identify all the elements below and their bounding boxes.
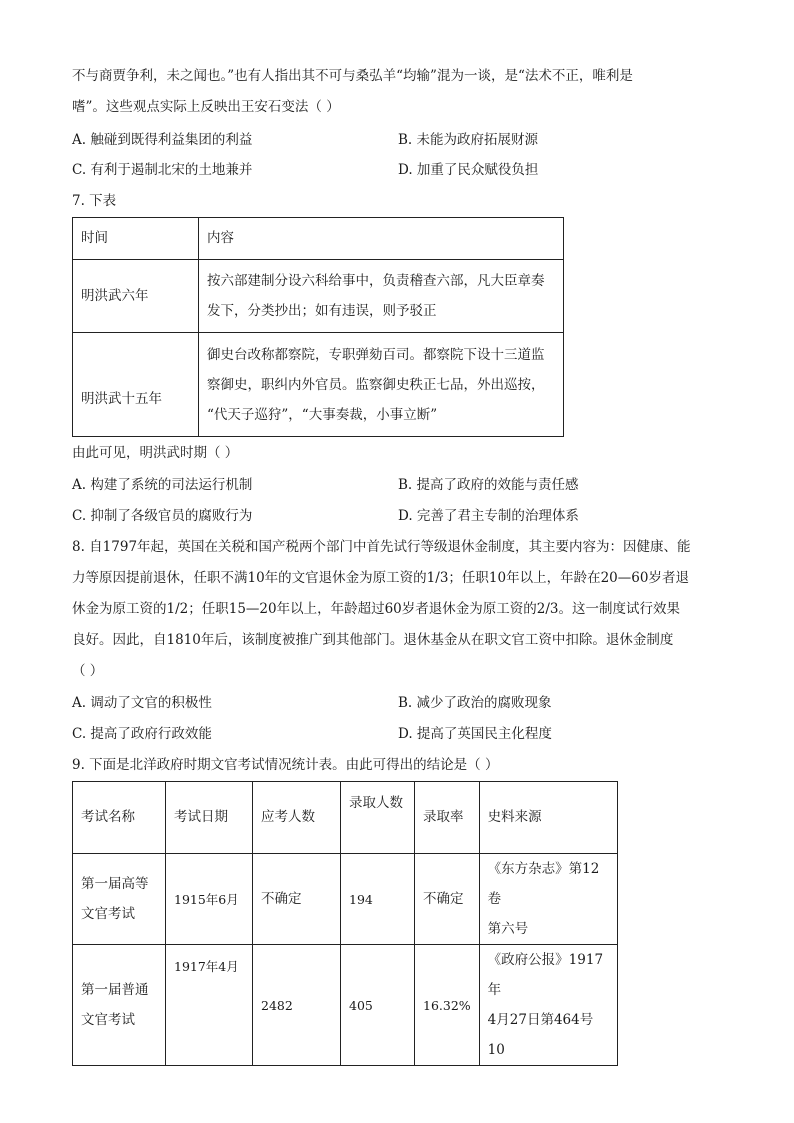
q9-row-1-admitted: 194 — [341, 854, 415, 945]
q7-header-content: 内容 — [199, 218, 564, 260]
q9-row-1-name — [73, 854, 166, 945]
q9-table-row — [73, 945, 618, 1066]
q7-row-2-content-line: 察御史，职纠内外官员。监察御史秩正七品，外出巡按， — [207, 376, 545, 393]
q9-row-1-source-line: 《东方杂志》第12卷 — [487, 861, 600, 907]
q9-header-admitted: 录取人数 — [341, 782, 415, 854]
q7-stem: 7. 下表 — [72, 193, 117, 209]
q7-row-1-content-line: 按六部建制分设六科给事中，负责稽查六部，凡大臣章奏 — [207, 273, 545, 289]
q7-question: 由此可见，明洪武时期（ ） — [72, 445, 239, 461]
q8-stem-line-5: （ ） — [72, 663, 104, 679]
q7-header-time: 时间 — [73, 218, 199, 260]
q7-table-row — [73, 260, 564, 333]
q8-option-b: B. 减少了政治的腐败现象 — [398, 695, 552, 711]
q9-row-2-name — [73, 945, 166, 1066]
q6-stem-line-1: 不与商贾争利，未之闻也。”也有人指出其不可与桑弘羊“均输”混为一谈，是“法术不正，唯利是 — [72, 68, 633, 84]
q9-row-1-source-line: 第六号 — [487, 921, 529, 937]
q9-header-rate: 录取率 — [415, 782, 480, 854]
q8-option-c: C. 提高了政府行政效能 — [72, 726, 212, 742]
q7-option-b: B. 提高了政府的效能与责任感 — [398, 477, 579, 493]
q9-row-2-date: 1917年4月 — [166, 945, 253, 1066]
q8-stem-line-3: 休金为原工资的1/2；任职15—20年以上，年龄超过60岁者退休金为原工资的2/3。这一制度试行效果 — [72, 601, 680, 617]
q9-row-1-rate: 不确定 — [415, 854, 480, 945]
q6-option-d: D. 加重了民众赋役负担 — [398, 162, 539, 178]
q7-row-1-content-line: 发下，分类抄出；如有违误，则予驳正 — [207, 303, 437, 319]
q6-stem-line-2: 嗜”。这些观点实际上反映出王安石变法（ ） — [72, 99, 340, 115]
q9-table — [72, 781, 618, 1066]
q9-row-2-name-line: 文官考试 — [81, 1012, 135, 1028]
q9-row-1-applicants: 不确定 — [253, 854, 341, 945]
q7-row-2-time: 明洪武十五年 — [73, 333, 199, 437]
q7-row-1-content — [199, 260, 564, 333]
q8-option-d: D. 提高了英国民主化程度 — [398, 726, 552, 742]
q9-header-name: 考试名称 — [73, 782, 166, 854]
q6-option-a: A. 触碰到既得利益集团的利益 — [72, 132, 253, 148]
q6-option-c: C. 有利于遏制北宋的土地兼并 — [72, 162, 253, 178]
q7-row-1-time: 明洪武六年 — [73, 260, 199, 333]
q9-row-2-rate: 16.32% — [415, 945, 480, 1066]
q9-row-2-source-line: 4月27日第464号10 — [487, 1012, 594, 1058]
q7-table — [72, 217, 564, 437]
q8-option-a: A. 调动了文官的积极性 — [72, 695, 212, 711]
q9-row-1-name-line: 文官考试 — [81, 906, 135, 922]
q7-row-2-content-line: “代天子巡狩”，“大事奏裁，小事立断” — [207, 406, 438, 423]
q9-table-row — [73, 854, 618, 945]
q9-row-2-source — [479, 945, 617, 1066]
q8-stem-line-1: 8. 自1797年起，英国在关税和国产税两个部门中首先试行等级退休金制度，其主要内容为：因健康、能 — [72, 539, 691, 555]
q6-option-b: B. 未能为政府拓展财源 — [398, 132, 539, 148]
q9-header-date: 考试日期 — [166, 782, 253, 854]
q7-table-header-row — [73, 218, 564, 260]
q8-stem-line-2: 力等原因提前退休，任职不满10年的文官退休金为原工资的1/3；任职10年以上，年龄在20—60岁者退 — [72, 570, 689, 586]
q7-option-a: A. 构建了系统的司法运行机制 — [72, 477, 253, 493]
q9-header-source: 史料来源 — [479, 782, 617, 854]
q9-row-1-name-line: 第一届高等 — [81, 876, 149, 892]
q7-table-row — [73, 333, 564, 437]
q9-row-2-applicants: 2482 — [253, 945, 341, 1066]
q7-row-2-content-line: 御史台改称都察院，专职弹劾百司。都察院下设十三道监 — [207, 346, 545, 363]
q9-row-2-admitted: 405 — [341, 945, 415, 1066]
q9-header-applicants: 应考人数 — [253, 782, 341, 854]
q8-stem-line-4: 良好。因此，自1810年后，该制度被推广到其他部门。退休基金从在职文官工资中扣除。退休金制度 — [72, 632, 674, 648]
q9-stem: 9. 下面是北洋政府时期文官考试情况统计表。由此可得出的结论是（ ） — [72, 757, 499, 773]
q7-option-c: C. 抑制了各级官员的腐败行为 — [72, 508, 253, 524]
q9-row-1-source — [479, 854, 617, 945]
q9-row-1-date: 1915年6月 — [166, 854, 253, 945]
q9-row-2-name-line: 第一届普通 — [81, 982, 149, 998]
q7-option-d: D. 完善了君主专制的治理体系 — [398, 508, 579, 524]
q7-row-2-content — [199, 333, 564, 437]
q9-row-2-source-line: 《政府公报》1917年 — [487, 952, 604, 998]
q9-table-header-row — [73, 782, 618, 854]
